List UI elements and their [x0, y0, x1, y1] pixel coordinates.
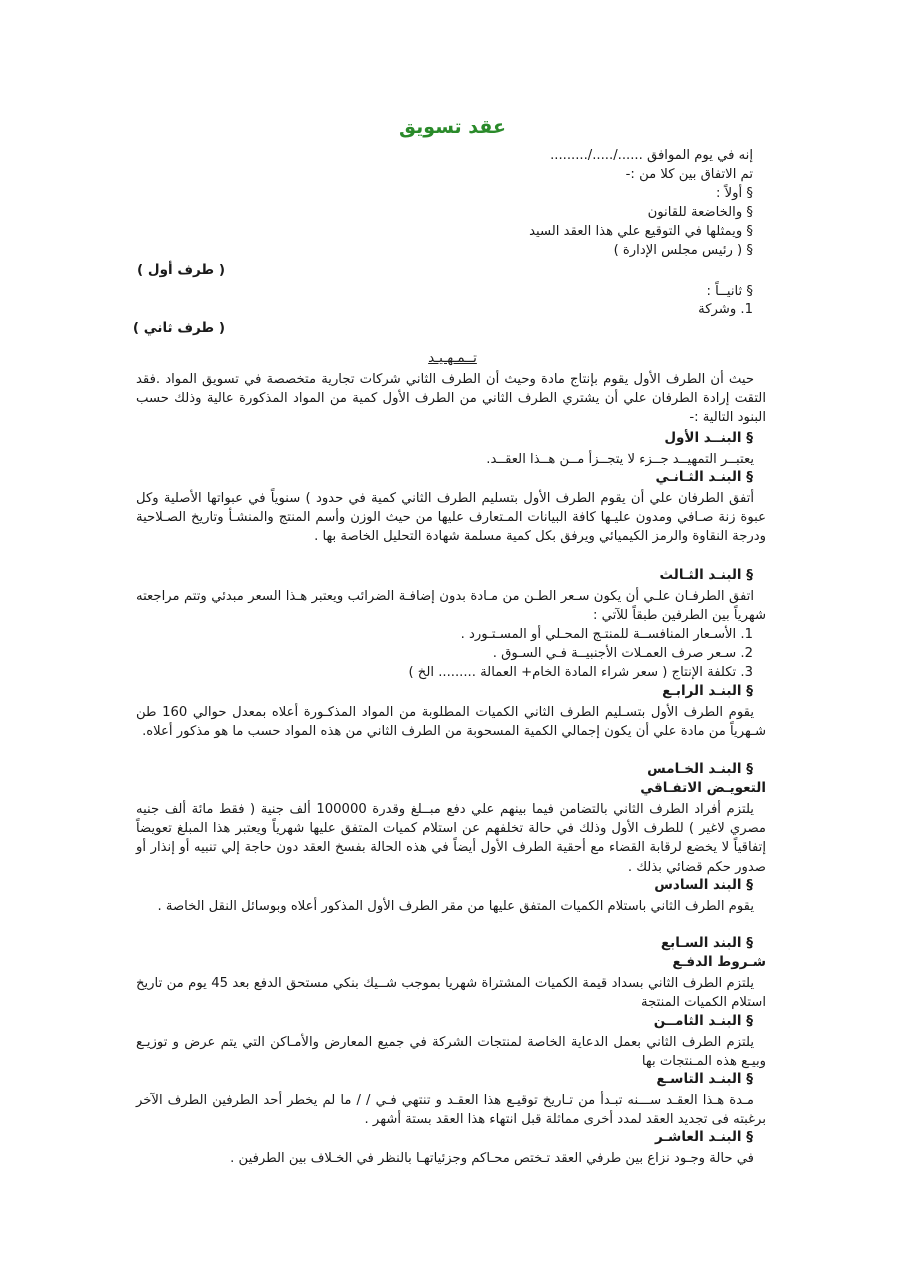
clause-body: يقوم الطرف الثاني باستلام الكميات المتفق عليها من مقر الطرف الأول المذكور أعلاه وبوسائل النقل الخاصة . — [157, 899, 754, 914]
clause-9-heading: § البنـد التاسـع — [656, 1071, 753, 1087]
clause-3-list-item: 2. سـعر صرف العمـلات الأجنبيــة فـي السـوق . — [492, 646, 753, 661]
document-title: عقد تسويق — [399, 116, 506, 138]
clause-5-heading: § البنـد الخـامس — [647, 761, 753, 777]
clause-body: يلتزم الطرف الثاني بسداد قيمة الكميات المشتراة شهريا بموجب شــيك بنكي مستحق الدفع بعد 45 يوم من تاريخ استلام الكميات المنتجة — [136, 976, 766, 1011]
clause-4-heading: § البنـد الرابـع — [662, 683, 753, 699]
clause-6-text — [136, 897, 766, 916]
first-party-line: § والخاضعة للقانون — [647, 205, 753, 220]
clause-7-heading: § البند السـابع — [660, 935, 753, 951]
preamble-text — [136, 370, 766, 428]
clause-body: يلتزم أفراد الطرف الثاني بالتضامن فيما بينهم علي دفع مبــلغ وقدرة 100000 ألف جنية ( فقط مائة ألف جنيه مصري لاغير ) للطرف الأول وذلك في حالة تخلفهم عن استلام كميات المتفق عليها شهرياً ويعتبر هذا المبلغ تعويضاً إتفاقياً لا يخضع لرقابة القضاء مع أحقية الطرف الأول أيضاً في هذه الحالة بفسخ العقد دون حاجة إلي تنبيه أو إنذار أو صدور حكم قضائي بذلك . — [136, 802, 766, 875]
clause-2-text — [136, 489, 766, 547]
clause-body: يلتزم الطرف الثاني بعمل الدعاية الخاصة لمنتجات الشركة في جميع المعارض والأمـاكن التي يتم عرض و توزيـع وبيـع هذه المـنتجات بها — [136, 1035, 766, 1070]
clause-7-text — [136, 974, 766, 1012]
preamble-body: حيث أن الطرف الأول يقوم بإنتاج مادة وحيث أن الطرف الثاني شركات تجارية متخصصة في تسويق المواد .فقد التقت إرادة الطرفان علي أن يشتري الطرف الثاني من الطرف الأول كمية من المواد المذكورة عالية وذلك حسب البنود التالية :- — [136, 372, 766, 426]
clause-3-list-item: 3. تكلفة الإنتاج ( سعر شراء المادة الخام+ العمالة ......... الخ ) — [408, 665, 753, 680]
agreement-line: تم الاتفاق بين كلا من :- — [625, 167, 753, 182]
clause-2-heading: § البنـد الثـانـي — [655, 469, 753, 485]
clause-body: يعتبــر التمهيــد جــزء لا يتجــزأ مــن هــذا العقــد. — [486, 452, 754, 467]
clause-1-heading: § البنــد الأول — [664, 430, 753, 446]
first-party-label: ( طرف أول ) — [137, 262, 225, 278]
clause-body: أتفق الطرفان علي أن يقوم الطرف الأول بتسليم الطرف الثاني كمية في حدود ) سنوياً في عبواتها الأصلية وكل عبوة زنة صـافي ومدون عليـها كافة البيانات المـتعارف عليها من حيث الوزن وأسم المنتج والمنشـأ وتاريخ الصـلاحية ودرجة النقاوة والرمز الكيميائي ويرفق بكل كمية مسلمة شهادة التحليل الخاصة بها . — [136, 491, 766, 545]
clause-8-heading: § البنـد الثامــن — [653, 1013, 753, 1029]
clause-3-text — [136, 587, 766, 625]
clause-10-text — [136, 1149, 766, 1168]
clause-3-list-item: 1. الأسـعار المنافســة للمنتـج المحـلي أو المسـتـورد . — [460, 627, 753, 642]
clause-6-heading: § البند السادس — [654, 877, 753, 893]
clause-body: يقوم الطرف الأول بتسـليم الطرف الثاني الكميات المطلوبة من المواد المذكـورة أعلاه بمعدل حوالي 160 طن شـهرياً من مادة علي أن يكون إجمالي الكمية المسحوبة من الطرف الثاني من هذه المواد حسب ما هو مذكور أعلاه. — [136, 705, 766, 740]
clause-3-heading: § البنـد الثـالث — [659, 567, 753, 583]
preamble-heading: تــمـهـيـد — [428, 350, 477, 366]
clause-5-text — [136, 800, 766, 877]
clause-7-subheading: شـروط الدفـع — [672, 954, 766, 970]
clause-10-heading: § البنـد العاشـر — [655, 1129, 753, 1145]
first-party-line: § ( رئيس مجلس الإدارة ) — [613, 243, 753, 258]
clause-5-subheading: التعويـض الاتفـاقي — [640, 780, 766, 796]
clause-body: مـدة هـذا العقـد ســـنه تبـدأ من تـاريخ توقيـع هذا العقـد و تنتهي فـي / / ما لم يخطر أحد الطرفين الطرف الآخر برغبته فى تجديد العقد لمدد أخرى مماثلة قبل انتهاء هذا العقد بستة أشهر . — [136, 1093, 766, 1128]
second-party-line: § ثانيــاً : — [706, 284, 753, 299]
clause-body: اتفق الطرفـان علـي أن يكون سـعر الطـن من مـادة بدون إضافـة الضرائب ويعتبر هـذا السعر مبدئي وتتم مراجعته شهرياً بين الطرفين طبقاً للآتي : — [136, 589, 766, 624]
second-party-line: 1. وشركة — [698, 302, 753, 317]
clause-1-text — [136, 450, 766, 469]
first-party-line: § أولاً : — [716, 186, 753, 201]
clause-body: في حالة وجـود نزاع بين طرفي العقد تـختص محـاكم وجزئياتهـا بالنظر في الخـلاف بين الطرفين . — [230, 1151, 754, 1166]
clause-8-text — [136, 1033, 766, 1071]
first-party-line: § ويمثلها في التوقيع علي هذا العقد السيد — [529, 224, 753, 239]
clause-9-text — [136, 1091, 766, 1129]
second-party-label: ( طرف ثاني ) — [132, 320, 225, 336]
date-line: إنه في يوم الموافق ....../...../......... — [550, 148, 753, 163]
clause-4-text — [136, 703, 766, 741]
